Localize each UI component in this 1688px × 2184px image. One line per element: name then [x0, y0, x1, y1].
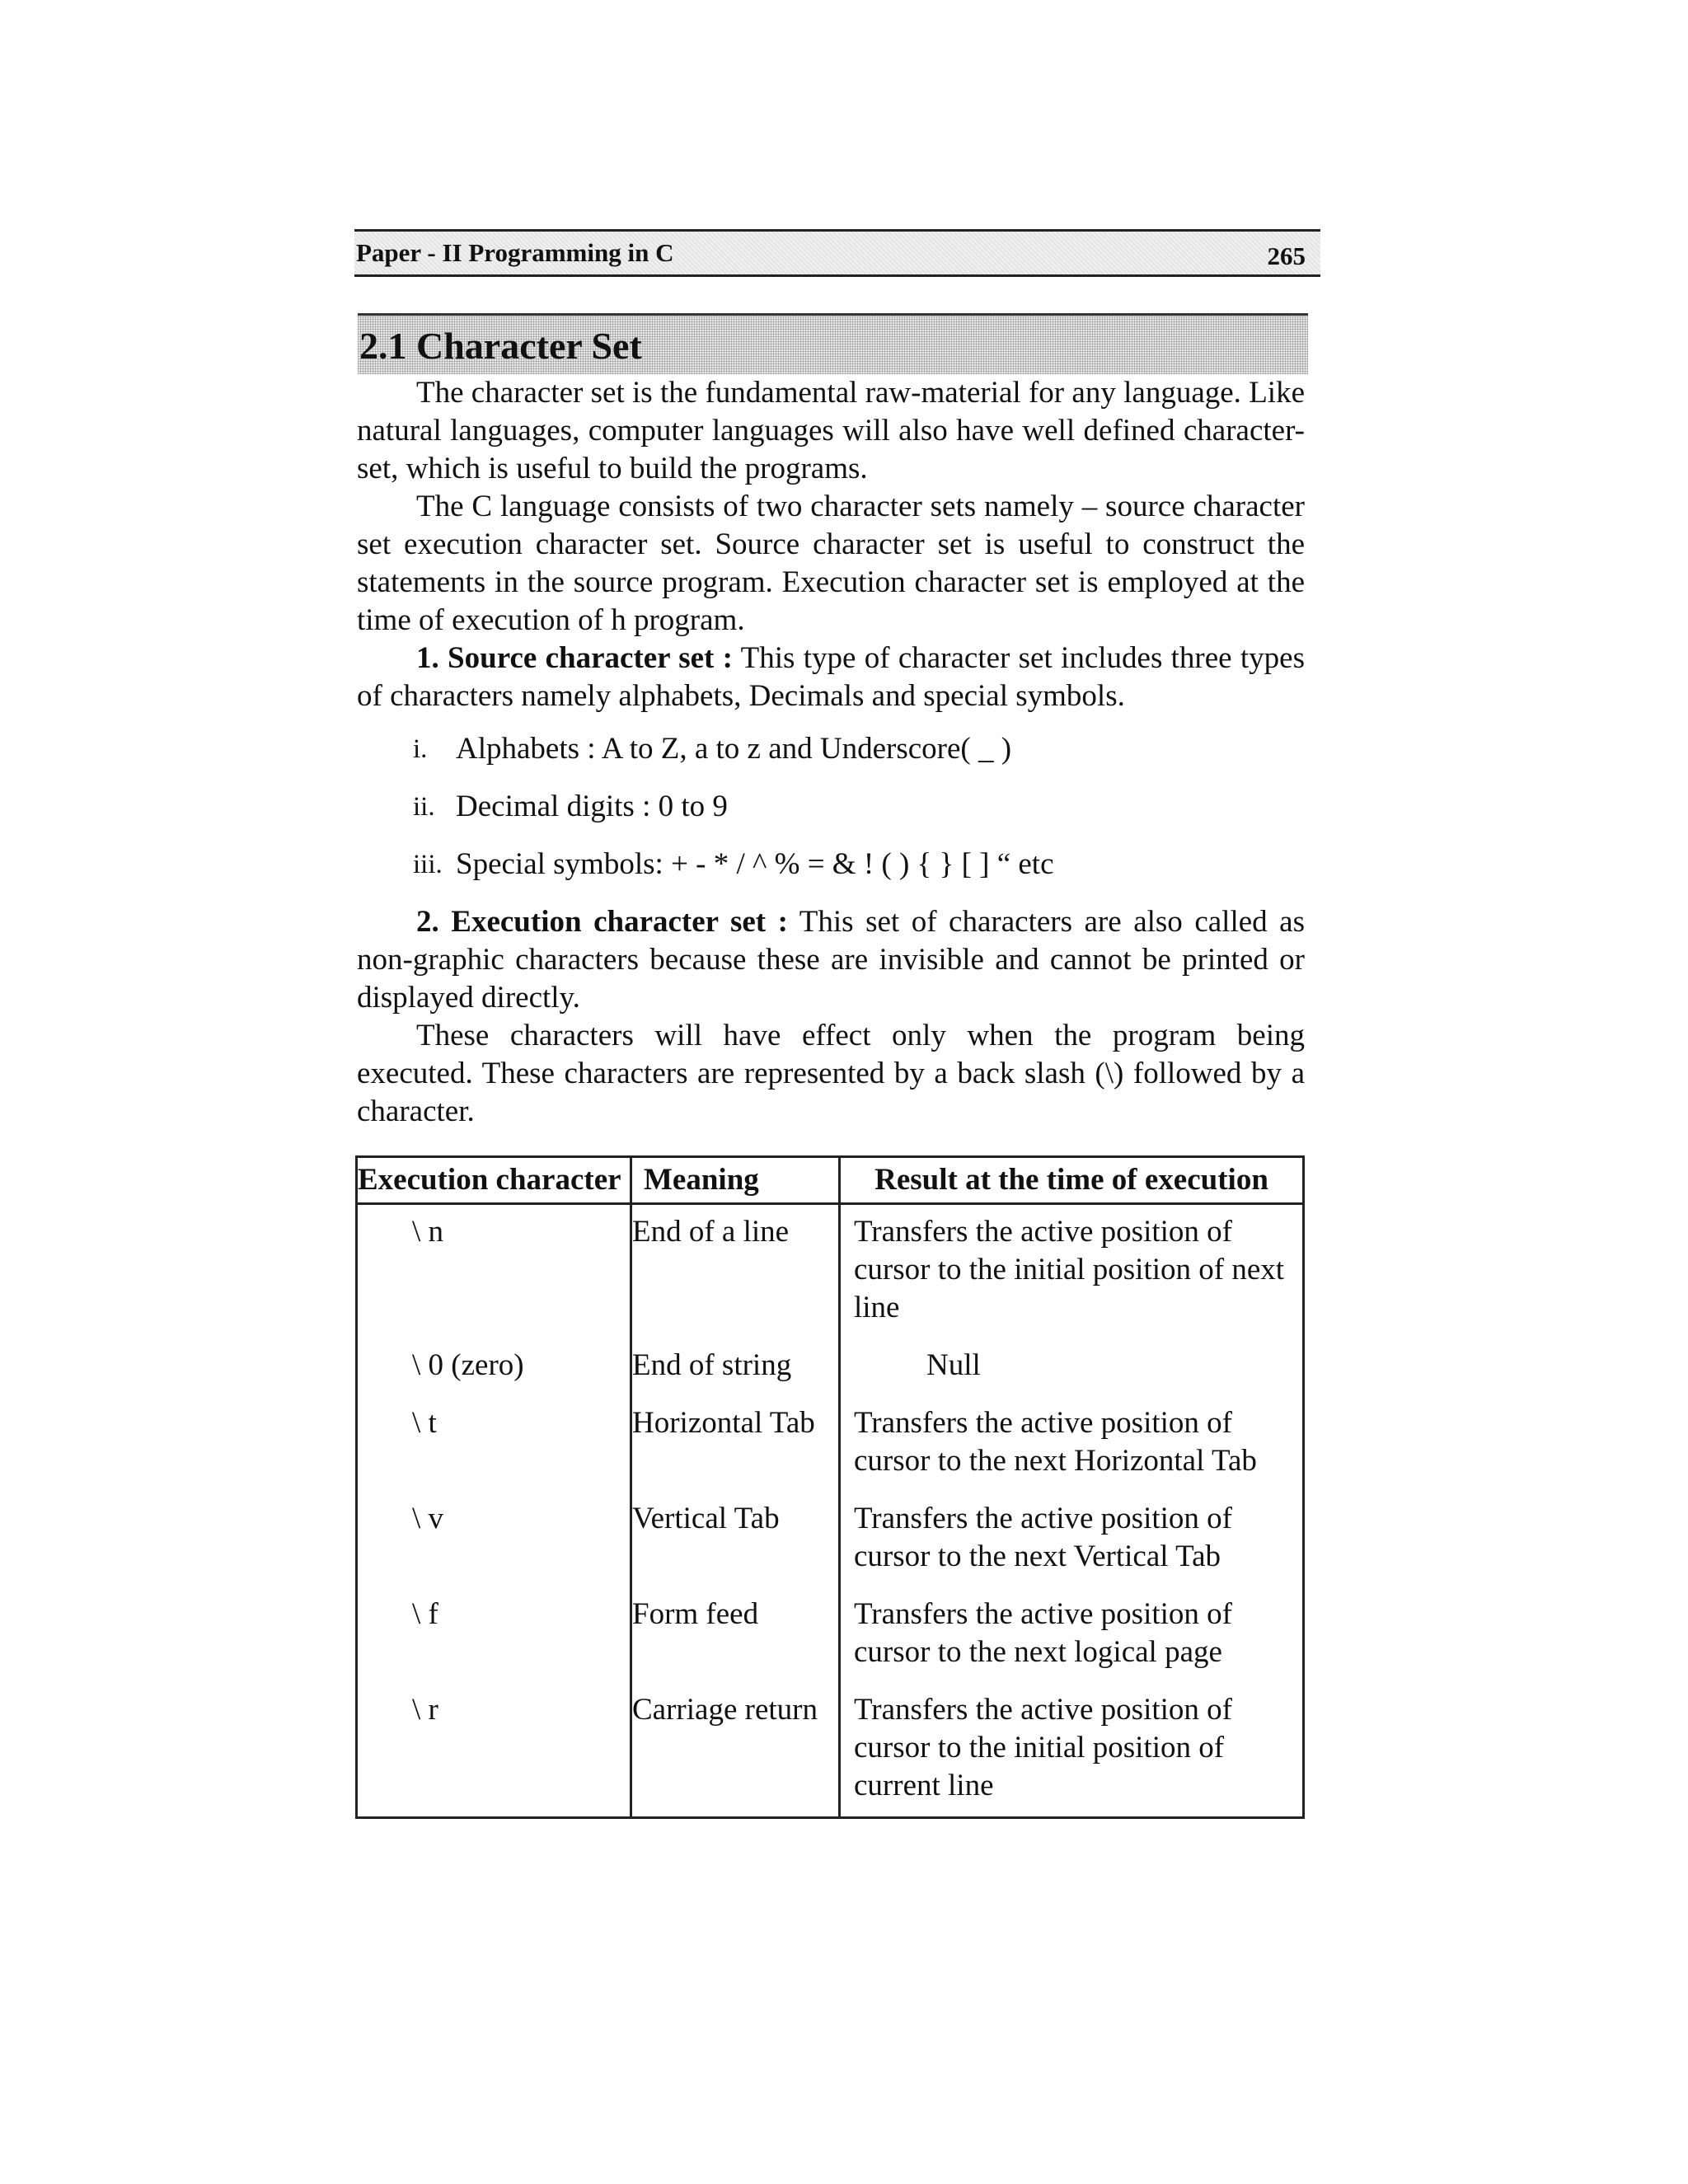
cell-result: Transfers the active position of cursor to the next Vertical Tab — [854, 1502, 1232, 1573]
cell-meaning: Horizontal Tab — [631, 1396, 840, 1492]
column-header-result: Result at the time of execution — [840, 1157, 1304, 1204]
table-header-row — [357, 1157, 1304, 1204]
column-header-meaning: Meaning — [631, 1157, 840, 1204]
cell-meaning: Form feed — [631, 1587, 840, 1683]
table-row — [357, 1492, 1304, 1587]
table-row — [357, 1396, 1304, 1492]
source-character-list — [357, 730, 1305, 903]
cell-result: Transfers the active position of cursor to the initial position of current line — [854, 1693, 1232, 1802]
table-row — [357, 1587, 1304, 1683]
cell-result: Null — [926, 1348, 981, 1382]
execution-set-label: 2. Execution character set : — [416, 905, 788, 939]
source-set-label: 1. Source character set : — [416, 641, 733, 675]
table-row — [357, 1683, 1304, 1818]
list-item-number: ii. — [413, 792, 435, 822]
paragraph-execution-set — [357, 903, 1305, 1017]
cell-meaning: Carriage return — [631, 1683, 840, 1818]
list-item-text: Special symbols: + - * / ^ % = & ! ( ) { } [ ] “ etc — [456, 847, 1054, 881]
cell-escape: \ v — [357, 1492, 631, 1587]
source-set-text: This type of character set includes three types of characters namely alphabets, Decimals and special symbols. — [357, 641, 1305, 713]
cell-result: Transfers the active position of cursor to the next logical page — [854, 1597, 1232, 1669]
running-header — [354, 229, 1320, 277]
table-row — [357, 1204, 1304, 1339]
list-item — [357, 730, 1305, 788]
list-item-text: Alphabets : A to Z, a to z and Underscore( _ ) — [456, 732, 1012, 766]
cell-escape: \ f — [357, 1587, 631, 1683]
cell-meaning: End of a line — [631, 1204, 840, 1339]
cell-meaning: End of string — [631, 1338, 840, 1396]
paragraph-two-sets: The C language consists of two character sets namely – source character set execution character set. Source character set is useful to construct the statements in the source program. Execution character set is employed at the time of execution of h program. — [357, 490, 1305, 637]
cell-result: Transfers the active position of cursor to the initial position of next line — [854, 1215, 1285, 1324]
paragraph-source-set — [357, 640, 1305, 715]
cell-escape: \ r — [357, 1683, 631, 1818]
cell-result: Transfers the active position of cursor to the next Horizontal Tab — [854, 1406, 1257, 1478]
list-item-number: i. — [413, 734, 428, 764]
header-title: Paper - II Programming in C — [356, 238, 674, 267]
paragraph-backslash: These characters will have effect only when the program being executed. These characters are represented by a back slash (\) followed by a character. — [357, 1019, 1305, 1128]
list-item — [357, 788, 1305, 846]
list-item-number: iii. — [413, 850, 443, 879]
cell-escape: \ 0 (zero) — [357, 1338, 631, 1396]
cell-meaning: Vertical Tab — [631, 1492, 840, 1587]
cell-escape: \ n — [357, 1204, 631, 1339]
list-item-text: Decimal digits : 0 to 9 — [456, 790, 728, 823]
execution-character-table — [355, 1155, 1305, 1819]
table-row — [357, 1338, 1304, 1396]
section-heading: 2.1 Character Set — [358, 313, 1308, 374]
document-page — [354, 229, 1320, 1819]
page-number: 265 — [1267, 241, 1306, 270]
list-item — [357, 846, 1305, 903]
body-text — [357, 374, 1305, 1131]
column-header-execution-character: Execution character — [357, 1157, 631, 1204]
execution-set-text: This set of characters are also called as non-graphic characters because these are invisible and cannot be printed or displayed directly. — [357, 905, 1305, 1015]
cell-escape: \ t — [357, 1396, 631, 1492]
paragraph-intro: The character set is the fundamental raw-material for any language. Like natural languages, computer languages will also have well defined character-set, which is useful to build the programs. — [357, 376, 1305, 485]
